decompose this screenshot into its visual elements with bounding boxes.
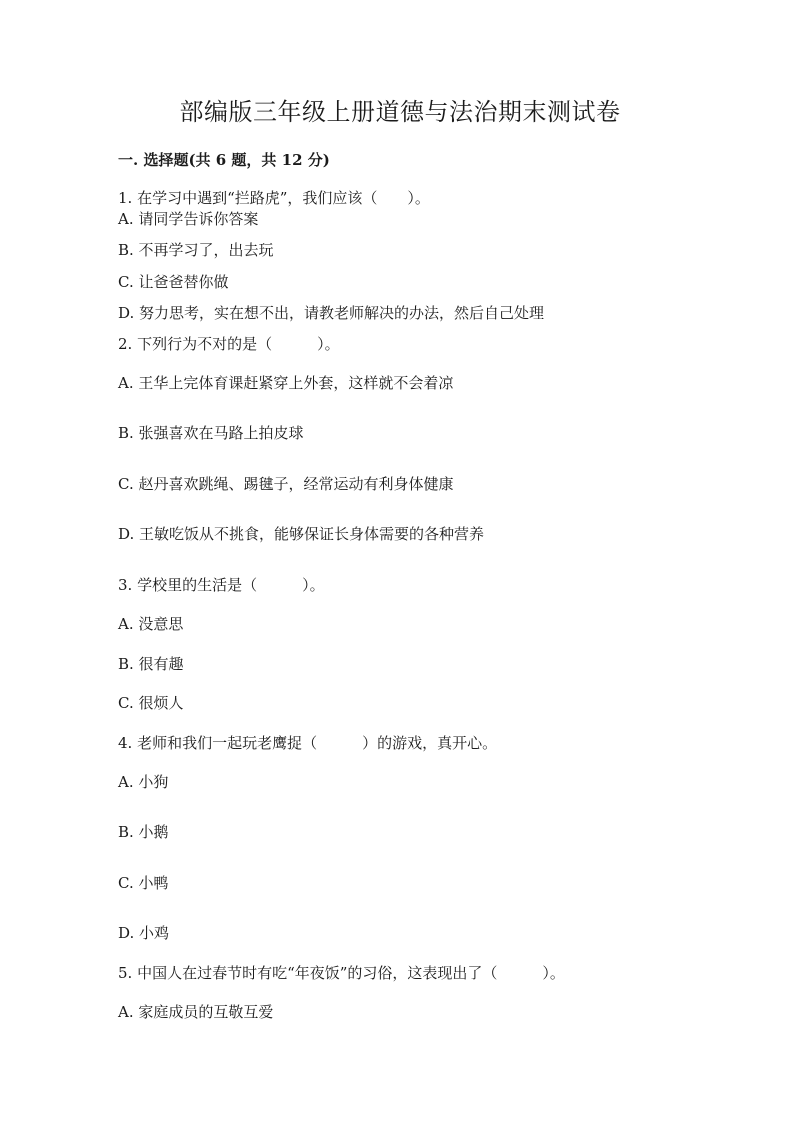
question-1-stem: 1. 在学习中遇到“拦路虎”，我们应该（ ）。: [118, 189, 430, 207]
question-3-stem: 3. 学校里的生活是（ ）。: [118, 576, 325, 594]
question-2-option-c: C. 赵丹喜欢跳绳、踢毽子，经常运动有利身体健康: [118, 475, 454, 493]
question-4-stem: 4. 老师和我们一起玩老鹰捉（ ）的游戏，真开心。: [118, 734, 498, 752]
question-4-option-b: B. 小鹅: [118, 823, 169, 841]
question-2-option-d: D. 王敏吃饭从不挑食，能够保证长身体需要的各种营养: [118, 525, 485, 543]
question-4-option-a: A. 小狗: [118, 773, 169, 791]
question-4-option-d: D. 小鸡: [118, 924, 170, 942]
question-4-option-c: C. 小鸭: [118, 874, 169, 892]
exam-title: 部编版三年级上册道德与法治期末测试卷: [179, 98, 621, 126]
question-5-option-a: A. 家庭成员的互敬互爱: [118, 1003, 274, 1021]
question-2-option-b: B. 张强喜欢在马路上拍皮球: [118, 424, 304, 442]
question-3-option-c: C. 很烦人: [118, 694, 184, 712]
section-heading: 一. 选择题(共 6 题，共 12 分): [118, 151, 330, 169]
question-1-option-d: D. 努力思考，实在想不出，请教老师解决的办法，然后自己处理: [118, 304, 545, 322]
question-2-option-a: A. 王华上完体育课赶紧穿上外套，这样就不会着凉: [118, 374, 454, 392]
question-3-option-a: A. 没意思: [118, 615, 184, 633]
question-1-option-b: B. 不再学习了，出去玩: [118, 241, 274, 259]
question-5-stem: 5. 中国人在过春节时有吃“年夜饭”的习俗，这表现出了（ ）。: [118, 964, 565, 982]
question-1-option-c: C. 让爸爸替你做: [118, 273, 229, 291]
question-3-option-b: B. 很有趣: [118, 655, 184, 673]
question-1-option-a: A. 请同学告诉你答案: [118, 210, 259, 228]
question-2-stem: 2. 下列行为不对的是（ ）。: [118, 335, 340, 353]
